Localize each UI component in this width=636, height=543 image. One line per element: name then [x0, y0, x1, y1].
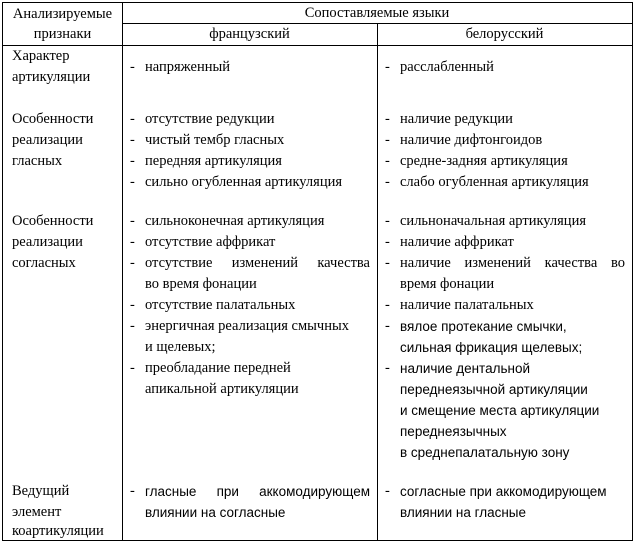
- french-item: отсутствие палатальных: [145, 297, 296, 313]
- dash-bullet: -: [130, 297, 135, 313]
- belarusian-item: наличие дифтонгоидов: [400, 132, 543, 148]
- dash-bullet: -: [385, 234, 390, 250]
- french-item-continued: апикальной артикуляции: [145, 381, 299, 397]
- dash-bullet: -: [385, 483, 390, 499]
- header-features-line2: признаки: [33, 26, 92, 42]
- dash-bullet: -: [130, 111, 135, 127]
- belarusian-item: согласные при аккомодирующем: [400, 484, 607, 499]
- french-item: передняя артикуляция: [145, 153, 282, 169]
- dash-bullet: -: [385, 318, 390, 334]
- dash-bullet: -: [130, 234, 135, 250]
- french-item: чистый тембр гласных: [145, 132, 285, 148]
- dash-bullet: -: [385, 297, 390, 313]
- feature-label: коартикуляции: [12, 523, 104, 539]
- belarusian-item: наличие дентальной: [400, 361, 531, 376]
- belarusian-item-continued: и смещение места артикуляции: [400, 403, 600, 418]
- header-languages: Сопоставляемые языки: [304, 5, 450, 21]
- dash-bullet: -: [130, 153, 135, 169]
- feature-label: согласных: [12, 255, 76, 271]
- dash-bullet: -: [385, 255, 390, 271]
- belarusian-item-continued: переднеязычной артикуляции: [400, 382, 588, 397]
- feature-label: гласных: [12, 153, 63, 169]
- dash-bullet: -: [385, 153, 390, 169]
- french-item: гласные при аккомодирующем: [145, 484, 370, 499]
- column-divider-1: [122, 3, 123, 540]
- french-item: отсутствие аффрикат: [145, 234, 276, 250]
- french-item: сильно огубленная артикуляция: [145, 174, 343, 190]
- belarusian-item: сильноначальная артикуляция: [400, 213, 587, 229]
- header-belarusian: белорусский: [465, 26, 544, 42]
- dash-bullet: -: [130, 360, 135, 376]
- belarusian-item-continued: время фонации: [400, 276, 495, 292]
- belarusian-item: средне-задняя артикуляция: [400, 153, 568, 169]
- dash-bullet: -: [385, 213, 390, 229]
- french-item: отсутствие изменений качества: [145, 255, 370, 271]
- feature-label: реализации: [12, 234, 83, 250]
- belarusian-item-continued: сильная фрикация щелевых;: [400, 340, 583, 355]
- dash-bullet: -: [130, 174, 135, 190]
- french-item-continued: во время фонации: [145, 276, 257, 292]
- column-divider-2: [377, 23, 378, 540]
- belarusian-item-continued: переднеязычных: [400, 424, 507, 439]
- feature-label: Ведущий: [12, 483, 70, 499]
- feature-label: элемент: [12, 504, 62, 520]
- belarusian-item: расслабленный: [400, 59, 494, 75]
- dash-bullet: -: [130, 132, 135, 148]
- dash-bullet: -: [130, 59, 135, 75]
- header-features-line1: Анализируемые: [12, 6, 113, 22]
- belarusian-item-continued: влиянии на гласные: [400, 505, 527, 520]
- belarusian-item: слабо огубленная артикуляция: [400, 174, 589, 190]
- belarusian-item: наличие изменений качества во: [400, 255, 625, 271]
- dash-bullet: -: [385, 360, 390, 376]
- french-item: напряженный: [145, 59, 230, 75]
- dash-bullet: -: [385, 174, 390, 190]
- belarusian-item: наличие редукции: [400, 111, 513, 127]
- belarusian-item: вялое протекание смычки,: [400, 319, 567, 334]
- french-item: энергичная реализация смычных: [145, 318, 349, 334]
- comparison-table: [2, 2, 633, 541]
- french-item-continued: и щелевых;: [145, 339, 216, 355]
- belarusian-item-continued: в среднепалатальную зону: [400, 445, 570, 460]
- french-item: отсутствие редукции: [145, 111, 275, 127]
- feature-label: реализации: [12, 132, 83, 148]
- header-divider-bottom: [3, 45, 632, 46]
- dash-bullet: -: [130, 255, 135, 271]
- feature-label: Характер: [12, 48, 70, 64]
- dash-bullet: -: [385, 59, 390, 75]
- french-item-continued: влиянии на согласные: [145, 505, 286, 520]
- french-item: сильноконечная артикуляция: [145, 213, 325, 229]
- feature-label: Особенности: [12, 111, 94, 127]
- dash-bullet: -: [130, 213, 135, 229]
- feature-label: артикуляции: [12, 69, 91, 85]
- belarusian-item: наличие палатальных: [400, 297, 534, 313]
- dash-bullet: -: [385, 111, 390, 127]
- belarusian-item: наличие аффрикат: [400, 234, 514, 250]
- header-french: французский: [209, 26, 290, 42]
- french-item: преобладание передней: [145, 360, 291, 376]
- dash-bullet: -: [130, 483, 135, 499]
- feature-label: Особенности: [12, 213, 94, 229]
- dash-bullet: -: [130, 318, 135, 334]
- dash-bullet: -: [385, 132, 390, 148]
